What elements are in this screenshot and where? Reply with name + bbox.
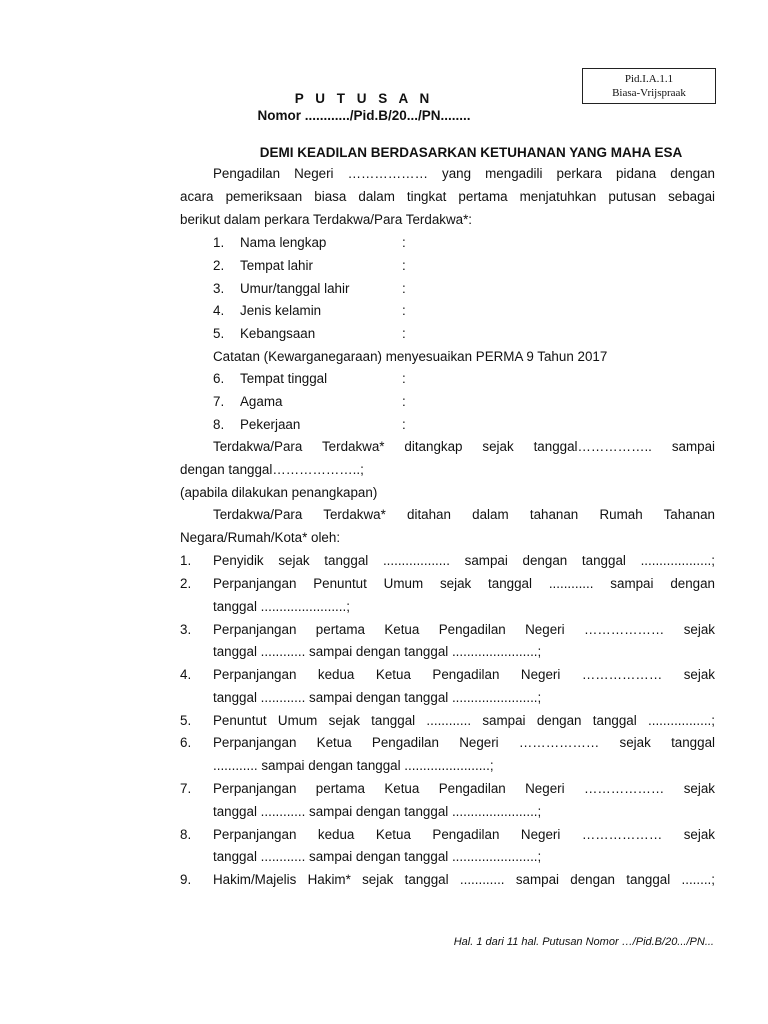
- detention-line-1: Terdakwa/Para Terdakwa* ditahan dalam tahanan Rumah Tahanan: [213, 507, 715, 522]
- identity-num: 5.: [213, 326, 225, 341]
- identity-colon: :: [402, 303, 406, 318]
- list-number: 9.: [180, 872, 192, 887]
- identity-label: Tempat tinggal: [240, 371, 328, 386]
- list-item-line: tanggal ............ sampai dengan tanggal .......................;: [213, 644, 542, 659]
- intro-line-3: berikut dalam perkara Terdakwa/Para Terdakwa*:: [180, 212, 473, 227]
- list-number: 8.: [180, 827, 192, 842]
- list-item-line: Perpanjangan kedua Ketua Pengadilan Negeri ……………… sejak: [213, 827, 715, 842]
- list-item-line: Perpanjangan Penuntut Umum sejak tanggal ............ sampai dengan: [213, 576, 715, 591]
- list-number: 6.: [180, 735, 192, 750]
- identity-colon: :: [402, 394, 406, 409]
- list-item-line: Penyidik sejak tanggal .................. sampai dengan tanggal ...................;: [213, 553, 715, 568]
- identity-num: 6.: [213, 371, 225, 386]
- list-number: 1.: [180, 553, 192, 568]
- identity-colon: :: [402, 258, 406, 273]
- list-item-line: Hakim/Majelis Hakim* sejak tanggal ............ sampai dengan tanggal ........;: [213, 872, 715, 887]
- list-number: 7.: [180, 781, 192, 796]
- identity-num: 8.: [213, 417, 225, 432]
- list-number: 4.: [180, 667, 192, 682]
- detention-line-2: Negara/Rumah/Kota* oleh:: [180, 530, 341, 545]
- list-item-line: tanggal ............ sampai dengan tanggal .......................;: [213, 690, 542, 705]
- document-heading: DEMI KEADILAN BERDASARKAN KETUHANAN YANG MAHA ESA: [259, 145, 683, 160]
- form-code: Pid.I.A.1.1: [624, 73, 674, 85]
- intro-line-2: acara pemeriksaan biasa dalam tingkat pertama menjatuhkan putusan sebagai: [180, 189, 715, 204]
- identity-label: Pekerjaan: [240, 417, 301, 432]
- document-title: P U T U S A N: [294, 91, 434, 106]
- citizenship-note: Catatan (Kewarganegaraan) menyesuaikan PERMA 9 Tahun 2017: [213, 349, 608, 364]
- list-number: 3.: [180, 622, 192, 637]
- list-item-line: tanggal .......................;: [213, 599, 350, 614]
- identity-label: Kebangsaan: [240, 326, 316, 341]
- document-number: Nomor ............/Pid.B/20.../PN........: [257, 108, 471, 123]
- identity-colon: :: [402, 235, 406, 250]
- list-item-line: Penuntut Umum sejak tanggal ............ sampai dengan tanggal .................;: [213, 713, 715, 728]
- list-item-line: Perpanjangan pertama Ketua Pengadilan Negeri ……………… sejak: [213, 781, 715, 796]
- identity-label: Jenis kelamin: [240, 303, 322, 318]
- arrest-note: (apabila dilakukan penangkapan): [180, 485, 378, 500]
- form-type: Biasa-Vrijspraak: [612, 87, 686, 99]
- identity-num: 4.: [213, 303, 225, 318]
- arrest-line-2: dengan tanggal………………..;: [180, 462, 364, 477]
- identity-label: Tempat lahir: [240, 258, 313, 273]
- list-number: 2.: [180, 576, 192, 591]
- identity-num: 3.: [213, 281, 225, 296]
- arrest-line-1: Terdakwa/Para Terdakwa* ditangkap sejak tanggal…………….. sampai: [213, 439, 715, 454]
- identity-label: Agama: [240, 394, 283, 409]
- list-item-line: Perpanjangan kedua Ketua Pengadilan Negeri ……………… sejak: [213, 667, 715, 682]
- identity-num: 7.: [213, 394, 225, 409]
- list-item-line: tanggal ............ sampai dengan tanggal .......................;: [213, 804, 542, 819]
- list-item-line: Perpanjangan Ketua Pengadilan Negeri ……………… sejak tanggal: [213, 735, 715, 750]
- identity-colon: :: [402, 281, 406, 296]
- list-item-line: Perpanjangan pertama Ketua Pengadilan Negeri ……………… sejak: [213, 622, 715, 637]
- page-footer: Hal. 1 dari 11 hal. Putusan Nomor …/Pid.B/20.../PN...: [453, 936, 714, 948]
- intro-line-1: Pengadilan Negeri ……………… yang mengadili perkara pidana dengan: [213, 166, 715, 181]
- identity-num: 2.: [213, 258, 225, 273]
- identity-label: Umur/tanggal lahir: [240, 281, 350, 296]
- identity-label: Nama lengkap: [240, 235, 327, 250]
- identity-colon: :: [402, 417, 406, 432]
- identity-colon: :: [402, 326, 406, 341]
- list-item-line: ............ sampai dengan tanggal .......................;: [213, 758, 494, 773]
- list-number: 5.: [180, 713, 192, 728]
- identity-colon: :: [402, 371, 406, 386]
- list-item-line: tanggal ............ sampai dengan tanggal .......................;: [213, 849, 542, 864]
- identity-num: 1.: [213, 235, 225, 250]
